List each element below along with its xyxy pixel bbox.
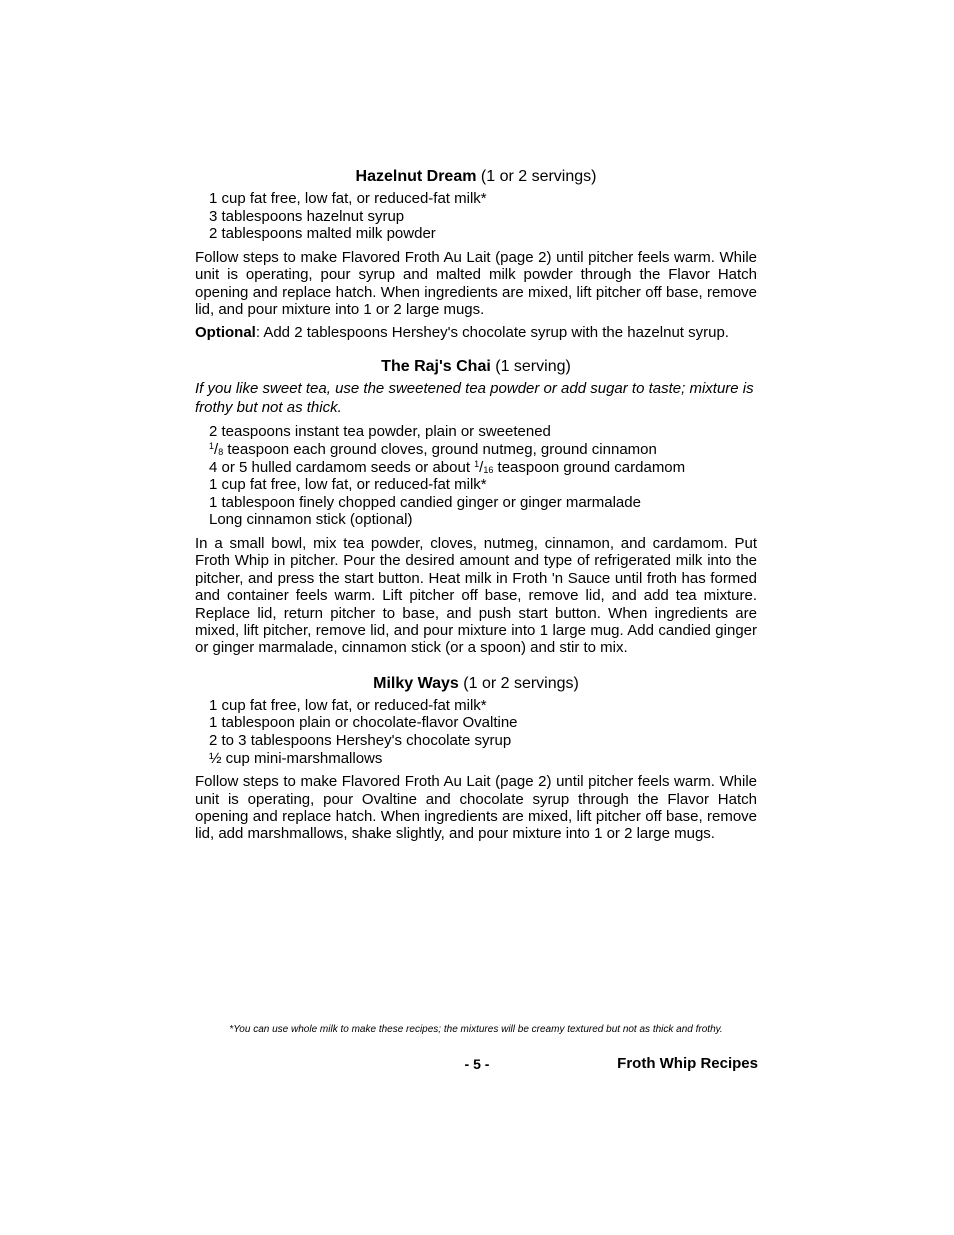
- optional-label: Optional: [195, 324, 256, 342]
- ingredient-item: $^1/_8$ teaspoon each ground cloves, ground nutmeg, ground cinnamon: [209, 441, 657, 458]
- recipe-title: [195, 166, 757, 188]
- fraction-denominator: 8: [218, 447, 224, 457]
- ingredient-list: [209, 423, 757, 529]
- section-gap: [195, 663, 757, 673]
- page-number: - 5 -: [464, 1056, 490, 1072]
- recipe-servings: (1 or 2 servings): [480, 168, 597, 185]
- recipe-title: [195, 673, 757, 695]
- ingredient-text: teaspoon each ground cloves, ground nutmeg, ground cinnamon: [227, 441, 657, 458]
- ingredient-text: 4 or 5 hulled cardamom seeds or about: [209, 458, 470, 476]
- ingredient-item: 1 cup fat free, low fat, or reduced-fat milk*: [209, 476, 487, 494]
- ingredient-list: [209, 697, 757, 767]
- recipe-name: Hazelnut Dream: [355, 168, 477, 185]
- ingredient-list: [209, 190, 757, 243]
- ingredient-item: 1 cup fat free, low fat, or reduced-fat milk*: [209, 696, 487, 714]
- ingredient-text: teaspoon ground cardamom: [497, 458, 686, 476]
- recipe-directions: In a small bowl, mix tea powder, cloves, nutmeg, cinnamon, and cardamom. Put Froth Whip in pitcher. Pour the desired amount and type of refrigerated milk into the pitcher, and press the start button. Heat milk in Froth 'n Sauce until froth has formed and container feels warm. Lift pitcher off base, remove lid, and add tea mixture. Replace lid, return pitcher to base, and push start button. When ingredients are mixed, lift pitcher, remove lid, and pour mixture into 1 large mug. Add candied ginger or ginger marmalade, cinnamon stick (or a spoon) and stir to mix.: [195, 534, 757, 657]
- fraction-numerator: 1: [209, 441, 215, 451]
- fraction-denominator: 16: [483, 464, 494, 475]
- ingredient-item: Long cinnamon stick (optional): [209, 511, 413, 529]
- recipe-hazelnut-dream: [195, 166, 757, 342]
- ingredient-item: 2 teaspoons instant tea powder, plain or sweetened: [209, 423, 551, 441]
- ingredient-item: 2 to 3 tablespoons Hershey's chocolate syrup: [209, 732, 512, 749]
- ingredient-item: 1 tablespoon finely chopped candied ginger or ginger marmalade: [209, 493, 641, 511]
- ingredient-item: 1 cup fat free, low fat, or reduced-fat milk*: [209, 190, 487, 207]
- recipe-page: [195, 166, 757, 849]
- ingredient-item: 4 or 5 hulled cardamom seeds or about $^1/_{16}$ teaspoon ground cardamom: [209, 458, 686, 476]
- recipe-servings: (1 serving): [495, 358, 571, 376]
- recipe-milky-ways: [195, 673, 757, 843]
- recipe-directions: Follow steps to make Flavored Froth Au Lait (page 2) until pitcher feels warm. While unit is operating, pour syrup and malted milk powder through the Flavor Hatch opening and replace hatch. When ingredients are mixed, lift pitcher off base, remove lid, and pour mixture into 1 or 2 large mugs.: [195, 248, 757, 318]
- recipe-intro: If you like sweet tea, use the sweetened tea powder or add sugar to taste; mixture is frothy but not as thick.: [195, 380, 754, 416]
- recipe-optional-note: [195, 324, 757, 342]
- document-title: Froth Whip Recipes: [617, 1055, 758, 1072]
- optional-text: : Add 2 tablespoons Hershey's chocolate syrup with the hazelnut syrup.: [255, 324, 729, 342]
- ingredient-item: 1 tablespoon plain or chocolate-flavor Ovaltine: [209, 714, 518, 732]
- recipe-title: [195, 356, 757, 378]
- recipe-directions: Follow steps to make Flavored Froth Au Lait (page 2) until pitcher feels warm. While unit is operating, pour Ovaltine and chocolate syrup through the Flavor Hatch opening and replace hatch. When ingredients are mixed, lift pitcher off base, remove lid, add marshmallows, shake slightly, and pour mixture into 1 or 2 large mugs.: [195, 773, 757, 843]
- recipe-name: The Raj's Chai: [381, 358, 491, 376]
- recipe-rajs-chai: [195, 356, 757, 656]
- fraction-numerator: 1: [474, 458, 480, 469]
- recipe-name: Milky Ways: [373, 674, 459, 692]
- footnote: *You can use whole milk to make these recipes; the mixtures will be creamy textured but not as thick and frothy.: [229, 1024, 723, 1035]
- ingredient-item: ½ cup mini-marshmallows: [209, 749, 383, 767]
- ingredient-item: 2 tablespoons malted milk powder: [209, 225, 436, 243]
- ingredient-item: 3 tablespoons hazelnut syrup: [209, 207, 405, 225]
- recipe-servings: (1 or 2 servings): [463, 674, 579, 692]
